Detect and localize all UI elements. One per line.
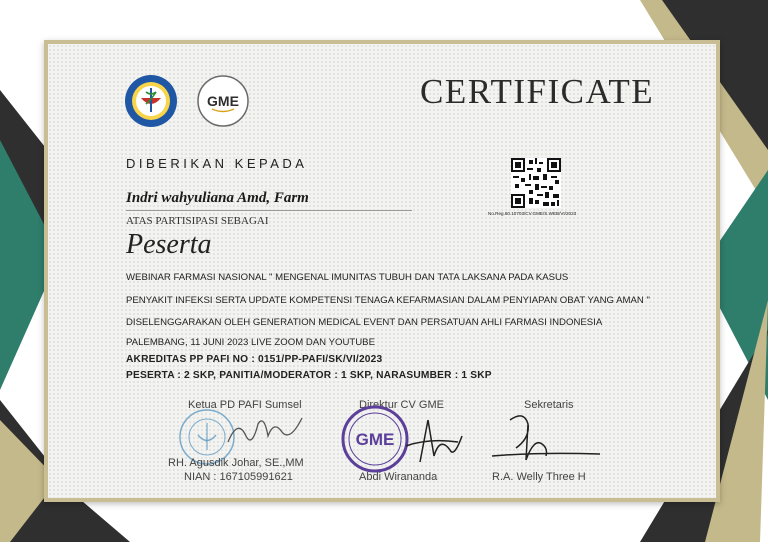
role-text: Peserta bbox=[126, 229, 212, 260]
description-line-3: DISELENGGARAKAN OLEH GENERATION MEDICAL EVENT DAN PERSATUAN AHLI FARMASI INDONESIA bbox=[126, 317, 603, 328]
signature-1-image bbox=[224, 412, 306, 450]
description-line-1: WEBINAR FARMASI NASIONAL " MENGENAL IMUNITAS TUBUH DAN TATA LAKSANA PADA KASUS bbox=[126, 272, 569, 283]
signatory-3-title: Sekretaris bbox=[524, 399, 574, 411]
pafi-emblem-icon bbox=[124, 74, 178, 128]
skp-text: PESERTA : 2 SKP, PANITIA/MODERATOR : 1 SKP, NARASUMBER : 1 SKP bbox=[126, 370, 492, 381]
signature-2-image bbox=[398, 416, 464, 466]
signatory-1-title: Ketua PD PAFI Sumsel bbox=[188, 399, 302, 411]
description-line-4: PALEMBANG, 11 JUNI 2023 LIVE ZOOM DAN YOUTUBE bbox=[126, 337, 375, 348]
given-to-label: DIBERIKAN KEPADA bbox=[126, 156, 308, 171]
description-line-2: PENYAKIT INFEKSI SERTA UPDATE KOMPETENSI TENAGA KEFARMASIAN DALAM PENYIAPAN OBAT YANG AMAN " bbox=[126, 295, 650, 306]
signatory-1-name: RH. Agusdik Johar, SE.,MM bbox=[168, 457, 304, 469]
accreditation-text: AKREDITAS PP PAFI NO : 0151/PP-PAFI/SK/VI/2023 bbox=[126, 354, 383, 365]
recipient-name: Indri wahyuliana Amd, Farm bbox=[126, 190, 309, 206]
certificate-card bbox=[44, 40, 720, 502]
certificate-title: CERTIFICATE bbox=[420, 72, 655, 111]
gme-stamp-text: GME bbox=[355, 430, 395, 449]
signatory-1-id: NIAN : 167105991621 bbox=[184, 471, 293, 483]
signatory-2-name: Abdi Wirananda bbox=[359, 471, 438, 483]
gme-logo-icon bbox=[196, 74, 250, 128]
registration-number: No.Reg.60.10703/CV.GME/S.WEB/VI/2023 bbox=[488, 211, 577, 216]
qr-code-icon bbox=[511, 158, 561, 208]
signatory-3-name: R.A. Welly Three H bbox=[492, 471, 586, 483]
signatory-2-title: Direktur CV GME bbox=[359, 399, 444, 411]
participation-label: ATAS PARTISIPASI SEBAGAI bbox=[126, 215, 269, 227]
signature-3-image bbox=[488, 408, 603, 468]
gme-logo-text: GME bbox=[207, 93, 239, 109]
name-underline bbox=[126, 210, 412, 211]
